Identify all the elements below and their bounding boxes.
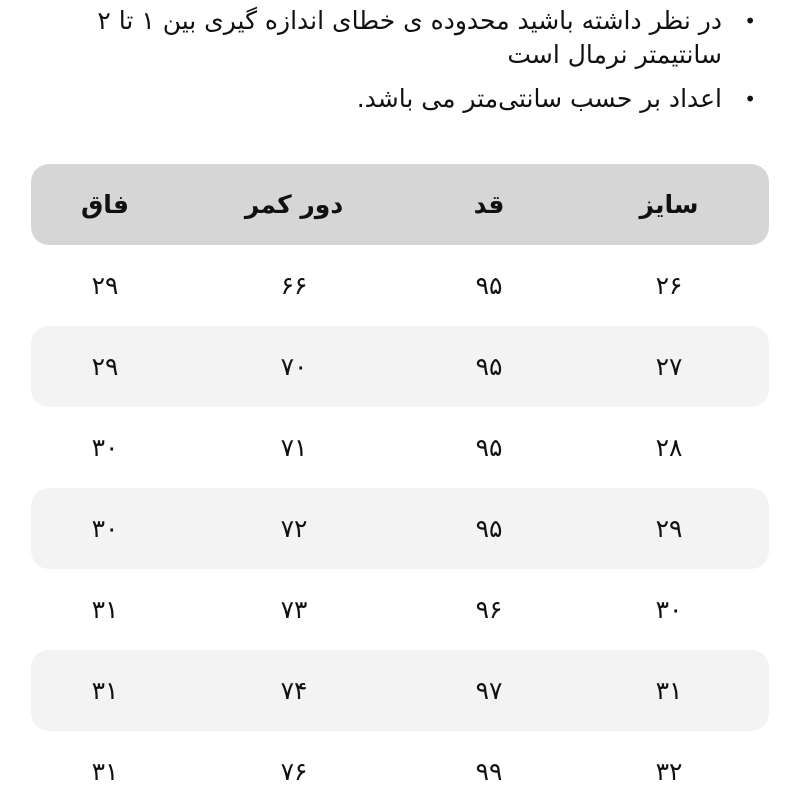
cell-height: ۹۵ — [475, 270, 503, 300]
table-header-row — [31, 164, 769, 245]
table-row — [31, 569, 769, 650]
cell-size: ۲۹ — [655, 513, 683, 543]
table-row — [31, 407, 769, 488]
note-text: اعداد بر حسب سانتی‌متر می باشد. — [356, 84, 722, 113]
table-row — [31, 326, 769, 407]
header-rise: فاق — [80, 189, 130, 219]
cell-rise: ۲۹ — [91, 270, 119, 300]
note-item — [60, 4, 760, 72]
table-row — [31, 245, 769, 326]
cell-waist: ۷۳ — [280, 594, 308, 624]
cell-height: ۹۵ — [475, 513, 503, 543]
notes-list — [60, 4, 760, 126]
cell-waist: ۷۴ — [280, 675, 308, 705]
note-item — [60, 82, 760, 116]
cell-rise: ۳۱ — [91, 675, 119, 705]
note-text: در نظر داشته باشید محدوده ی خطای اندازه گیری بین ۱ تا ۲ سانتیمتر نرمال است — [97, 6, 722, 69]
cell-waist: ۶۶ — [280, 270, 308, 300]
cell-size: ۲۷ — [655, 351, 683, 381]
size-table — [31, 164, 769, 812]
header-waist: دور کمر — [244, 189, 344, 219]
header-size: سایز — [639, 189, 699, 219]
cell-waist: ۷۶ — [280, 756, 308, 786]
cell-height: ۹۵ — [475, 432, 503, 462]
table-row — [31, 650, 769, 731]
cell-height: ۹۶ — [475, 594, 503, 624]
cell-size: ۳۰ — [655, 594, 683, 624]
header-height: قد — [473, 189, 505, 219]
table-row — [31, 488, 769, 569]
cell-size: ۳۱ — [655, 675, 683, 705]
bullet-icon: • — [744, 87, 756, 111]
cell-height: ۹۷ — [475, 675, 503, 705]
cell-rise: ۳۰ — [91, 432, 119, 462]
cell-waist: ۷۲ — [280, 513, 308, 543]
cell-size: ۲۶ — [655, 270, 683, 300]
cell-size: ۳۲ — [655, 756, 683, 786]
cell-rise: ۳۱ — [91, 756, 119, 786]
cell-waist: ۷۰ — [280, 351, 308, 381]
bullet-icon: • — [744, 9, 756, 33]
cell-rise: ۳۰ — [91, 513, 119, 543]
cell-rise: ۲۹ — [91, 351, 119, 381]
cell-height: ۹۵ — [475, 351, 503, 381]
cell-waist: ۷۱ — [280, 432, 308, 462]
cell-rise: ۳۱ — [91, 594, 119, 624]
cell-size: ۲۸ — [655, 432, 683, 462]
cell-height: ۹۹ — [475, 756, 503, 786]
